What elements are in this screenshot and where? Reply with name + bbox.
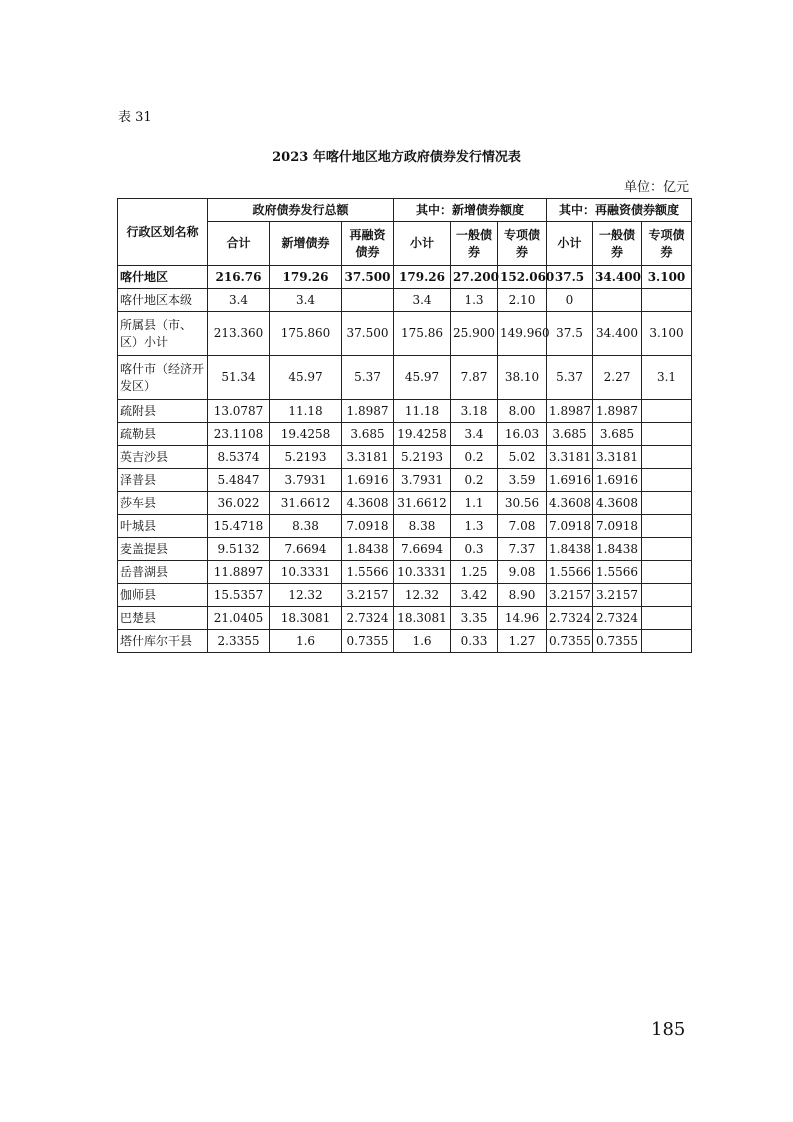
value-cell: 1.8987 <box>342 400 394 423</box>
value-cell: 1.3 <box>451 289 498 312</box>
value-cell: 1.8438 <box>547 538 593 561</box>
value-cell: 14.96 <box>498 607 547 630</box>
value-cell: 1.6916 <box>547 469 593 492</box>
region-name-cell: 巴楚县 <box>118 607 208 630</box>
value-cell: 1.6 <box>270 630 342 653</box>
header-new-special: 专项债券 <box>498 222 547 266</box>
value-cell: 31.6612 <box>270 492 342 515</box>
value-cell: 0.2 <box>451 446 498 469</box>
value-cell: 7.6694 <box>394 538 451 561</box>
region-name-cell: 疏勒县 <box>118 423 208 446</box>
value-cell: 8.00 <box>498 400 547 423</box>
value-cell: 7.08 <box>498 515 547 538</box>
value-cell <box>642 289 692 312</box>
value-cell: 175.860 <box>270 312 342 356</box>
value-cell: 2.27 <box>593 356 642 400</box>
value-cell: 1.8438 <box>342 538 394 561</box>
value-cell: 8.90 <box>498 584 547 607</box>
table-row <box>118 312 692 356</box>
value-cell: 34.400 <box>593 312 642 356</box>
header-row-groups <box>118 199 692 222</box>
value-cell: 10.3331 <box>394 561 451 584</box>
value-cell: 9.08 <box>498 561 547 584</box>
region-name-cell: 喀什地区 <box>118 266 208 289</box>
value-cell <box>642 607 692 630</box>
header-total-issuance: 政府债券发行总额 <box>208 199 394 222</box>
value-cell: 11.8897 <box>208 561 270 584</box>
table-number: 表 31 <box>118 110 152 125</box>
region-name-cell: 麦盖提县 <box>118 538 208 561</box>
header-new-bonds: 其中：新增债券额度 <box>394 199 547 222</box>
value-cell: 179.26 <box>394 266 451 289</box>
value-cell: 3.685 <box>593 423 642 446</box>
value-cell <box>642 469 692 492</box>
value-cell: 1.3 <box>451 515 498 538</box>
header-new-subtotal: 小计 <box>394 222 451 266</box>
table-row <box>118 423 692 446</box>
table-row <box>118 561 692 584</box>
value-cell: 30.56 <box>498 492 547 515</box>
value-cell: 9.5132 <box>208 538 270 561</box>
value-cell: 15.5357 <box>208 584 270 607</box>
unit-label: 单位：亿元 <box>623 180 689 195</box>
region-name-cell: 伽师县 <box>118 584 208 607</box>
value-cell: 2.3355 <box>208 630 270 653</box>
value-cell: 31.6612 <box>394 492 451 515</box>
value-cell <box>342 289 394 312</box>
value-cell: 1.25 <box>451 561 498 584</box>
region-name-cell: 泽普县 <box>118 469 208 492</box>
table-row <box>118 584 692 607</box>
value-cell: 5.2193 <box>394 446 451 469</box>
value-cell: 5.2193 <box>270 446 342 469</box>
value-cell: 3.4 <box>208 289 270 312</box>
bond-issuance-table <box>117 198 692 653</box>
value-cell: 0.7355 <box>342 630 394 653</box>
value-cell: 19.4258 <box>394 423 451 446</box>
value-cell: 4.3608 <box>593 492 642 515</box>
region-name-cell: 喀什地区本级 <box>118 289 208 312</box>
value-cell: 12.32 <box>270 584 342 607</box>
region-name-cell: 叶城县 <box>118 515 208 538</box>
value-cell <box>642 561 692 584</box>
value-cell: 3.2157 <box>547 584 593 607</box>
value-cell: 37.500 <box>342 266 394 289</box>
value-cell <box>642 584 692 607</box>
value-cell: 1.8987 <box>547 400 593 423</box>
value-cell: 21.0405 <box>208 607 270 630</box>
table-row <box>118 630 692 653</box>
value-cell: 37.5 <box>547 312 593 356</box>
value-cell: 18.3081 <box>270 607 342 630</box>
value-cell: 15.4718 <box>208 515 270 538</box>
value-cell: 45.97 <box>270 356 342 400</box>
value-cell: 45.97 <box>394 356 451 400</box>
value-cell: 7.37 <box>498 538 547 561</box>
value-cell: 3.100 <box>642 312 692 356</box>
value-cell: 0.7355 <box>547 630 593 653</box>
value-cell: 7.6694 <box>270 538 342 561</box>
value-cell: 3.59 <box>498 469 547 492</box>
header-region: 行政区划名称 <box>118 199 208 266</box>
value-cell: 1.8438 <box>593 538 642 561</box>
region-name-cell: 莎车县 <box>118 492 208 515</box>
value-cell: 4.3608 <box>342 492 394 515</box>
header-refi-general: 一般债券 <box>593 222 642 266</box>
page-title: 2023 年喀什地区地方政府债券发行情况表 <box>272 150 521 165</box>
page-number: 185 <box>651 1019 686 1040</box>
value-cell: 5.37 <box>547 356 593 400</box>
region-name-cell: 岳普湖县 <box>118 561 208 584</box>
value-cell: 0.2 <box>451 469 498 492</box>
value-cell: 4.3608 <box>547 492 593 515</box>
value-cell: 8.38 <box>270 515 342 538</box>
header-refi-special: 专项债券 <box>642 222 692 266</box>
region-name-cell: 喀什市（经济开发区） <box>118 356 208 400</box>
value-cell: 0.3 <box>451 538 498 561</box>
header-new-general: 一般债券 <box>451 222 498 266</box>
value-cell: 36.022 <box>208 492 270 515</box>
value-cell: 1.5566 <box>342 561 394 584</box>
header-refi-subtotal: 小计 <box>547 222 593 266</box>
value-cell: 1.1 <box>451 492 498 515</box>
value-cell: 37.500 <box>342 312 394 356</box>
region-name-cell: 疏附县 <box>118 400 208 423</box>
value-cell: 0.33 <box>451 630 498 653</box>
value-cell: 2.7324 <box>593 607 642 630</box>
value-cell: 1.8987 <box>593 400 642 423</box>
table-body <box>118 266 692 653</box>
value-cell: 3.100 <box>642 266 692 289</box>
value-cell: 3.1 <box>642 356 692 400</box>
value-cell: 16.03 <box>498 423 547 446</box>
header-refinancing-bonds: 其中：再融资债券额度 <box>547 199 692 222</box>
value-cell: 3.35 <box>451 607 498 630</box>
value-cell: 216.76 <box>208 266 270 289</box>
value-cell: 2.10 <box>498 289 547 312</box>
value-cell: 8.5374 <box>208 446 270 469</box>
table-row <box>118 607 692 630</box>
value-cell: 7.87 <box>451 356 498 400</box>
value-cell: 0 <box>547 289 593 312</box>
value-cell: 3.3181 <box>593 446 642 469</box>
value-cell <box>642 492 692 515</box>
value-cell: 7.0918 <box>342 515 394 538</box>
value-cell: 149.960 <box>498 312 547 356</box>
value-cell: 1.5566 <box>547 561 593 584</box>
value-cell: 3.2157 <box>342 584 394 607</box>
value-cell: 19.4258 <box>270 423 342 446</box>
table-row <box>118 289 692 312</box>
value-cell: 38.10 <box>498 356 547 400</box>
table-row <box>118 515 692 538</box>
value-cell <box>642 423 692 446</box>
value-cell: 18.3081 <box>394 607 451 630</box>
value-cell: 175.86 <box>394 312 451 356</box>
value-cell: 3.7931 <box>394 469 451 492</box>
value-cell: 3.18 <box>451 400 498 423</box>
value-cell: 10.3331 <box>270 561 342 584</box>
value-cell: 5.37 <box>342 356 394 400</box>
value-cell: 1.6916 <box>593 469 642 492</box>
region-name-cell: 英吉沙县 <box>118 446 208 469</box>
value-cell: 3.3181 <box>547 446 593 469</box>
value-cell: 37.5 <box>547 266 593 289</box>
value-cell <box>642 446 692 469</box>
value-cell: 25.900 <box>451 312 498 356</box>
value-cell: 3.685 <box>547 423 593 446</box>
value-cell: 1.6916 <box>342 469 394 492</box>
value-cell: 3.7931 <box>270 469 342 492</box>
header-refi: 再融资债券 <box>342 222 394 266</box>
value-cell: 1.27 <box>498 630 547 653</box>
header-new: 新增债券 <box>270 222 342 266</box>
table-row <box>118 538 692 561</box>
value-cell <box>642 515 692 538</box>
value-cell: 12.32 <box>394 584 451 607</box>
value-cell: 3.4 <box>451 423 498 446</box>
value-cell <box>642 630 692 653</box>
value-cell: 0.7355 <box>593 630 642 653</box>
value-cell: 2.7324 <box>342 607 394 630</box>
value-cell: 7.0918 <box>593 515 642 538</box>
value-cell <box>642 538 692 561</box>
table-row <box>118 469 692 492</box>
value-cell: 1.6 <box>394 630 451 653</box>
table-row <box>118 446 692 469</box>
value-cell: 13.0787 <box>208 400 270 423</box>
value-cell: 11.18 <box>394 400 451 423</box>
value-cell: 2.7324 <box>547 607 593 630</box>
table-row <box>118 492 692 515</box>
value-cell: 3.2157 <box>593 584 642 607</box>
value-cell: 3.4 <box>270 289 342 312</box>
value-cell: 5.02 <box>498 446 547 469</box>
value-cell: 11.18 <box>270 400 342 423</box>
table-row <box>118 400 692 423</box>
table-row <box>118 356 692 400</box>
value-cell <box>593 289 642 312</box>
region-name-cell: 塔什库尔干县 <box>118 630 208 653</box>
value-cell <box>642 400 692 423</box>
value-cell: 3.685 <box>342 423 394 446</box>
header-total: 合计 <box>208 222 270 266</box>
value-cell: 179.26 <box>270 266 342 289</box>
value-cell: 51.34 <box>208 356 270 400</box>
table-row <box>118 266 692 289</box>
value-cell: 3.42 <box>451 584 498 607</box>
value-cell: 34.400 <box>593 266 642 289</box>
value-cell: 213.360 <box>208 312 270 356</box>
value-cell: 8.38 <box>394 515 451 538</box>
value-cell: 152.060 <box>498 266 547 289</box>
region-name-cell: 所属县（市、区）小计 <box>118 312 208 356</box>
value-cell: 3.4 <box>394 289 451 312</box>
value-cell: 3.3181 <box>342 446 394 469</box>
value-cell: 5.4847 <box>208 469 270 492</box>
value-cell: 23.1108 <box>208 423 270 446</box>
value-cell: 1.5566 <box>593 561 642 584</box>
value-cell: 27.200 <box>451 266 498 289</box>
value-cell: 7.0918 <box>547 515 593 538</box>
